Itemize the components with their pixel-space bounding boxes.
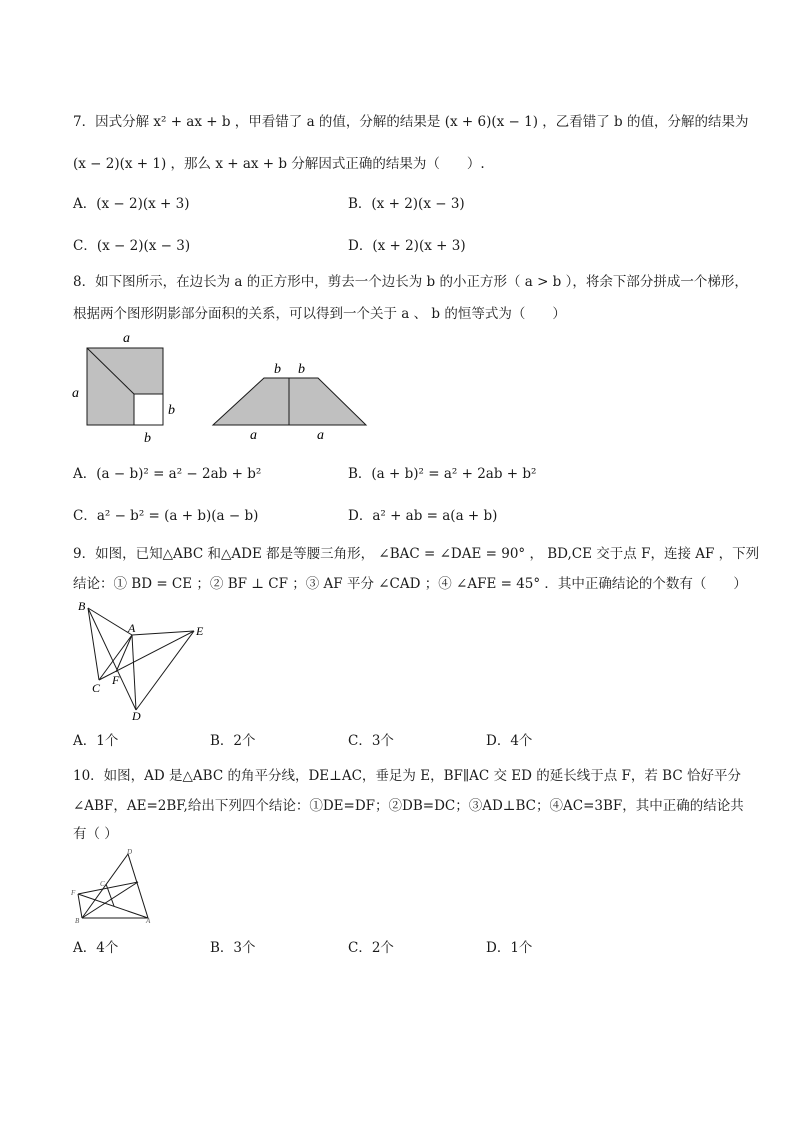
q10-option-a: A．4个 [73, 940, 119, 956]
svg-text:B: B [75, 917, 80, 925]
q9-label-c: C [92, 681, 101, 695]
svg-text:A: A [146, 917, 151, 925]
q8-label-b-top-right: b [298, 362, 305, 377]
q10-line3: 有（ ） [73, 826, 118, 842]
q9-option-b: B．2个 [210, 733, 256, 749]
q7-line1: 7．因式分解 x² + ax + b ，甲看错了 a 的值，分解的结果是 (x + 6)(x − 1) ，乙看错了 b 的值，分解的结果为 [73, 114, 749, 130]
q8-small-square [134, 394, 163, 425]
q9-line1: 9．如图，已知△ABC 和△ADE 都是等腰三角形， ∠BAC = ∠DAE = 90° ， BD,CE 交于点 F，连接 AF ，下列 [73, 546, 760, 562]
q7-option-a: A．(x − 2)(x + 3) [73, 196, 190, 212]
svg-text:C: C [100, 880, 105, 888]
q9-label-f: F [112, 673, 120, 687]
q9-label-e: E [196, 624, 204, 638]
q8-label-a-top: a [123, 331, 130, 346]
q9-line2: 结论：① BD = CE ；② BF ⊥ CF ；③ AF 平分 ∠CAD ；④ ∠AFE = 45° ．其中正确结论的个数有（ ） [73, 576, 747, 592]
q8-label-a-bottom-right: a [317, 428, 324, 443]
q10-option-b: B．3个 [210, 940, 256, 956]
q7-option-c: C．(x − 2)(x − 3) [73, 238, 191, 254]
q9-option-d: D．4个 [486, 733, 533, 749]
svg-text:F: F [71, 889, 76, 897]
q7-line2: (x − 2)(x + 1) ，那么 x + ax + b 分解因式正确的结果为（ ）. [73, 156, 485, 172]
q7-option-b: B．(x + 2)(x − 3) [348, 196, 465, 212]
q9-label-d: D [132, 709, 141, 723]
q8-figure [60, 326, 380, 446]
q9-label-b: B [78, 599, 86, 613]
q8-label-a-bottom-left: a [250, 428, 257, 443]
svg-text:D: D [127, 848, 133, 856]
q8-option-d: D．a² + ab = a(a + b) [348, 508, 498, 524]
q8-label-b-bottom: b [144, 431, 151, 446]
q10-figure [70, 846, 160, 924]
q8-line2: 根据两个图形阴影部分面积的关系，可以得到一个关于 a 、 b 的恒等式为（ ） [73, 306, 566, 322]
q10-line2: ∠ABF，AE=2BF,给出下列四个结论：①DE=DF；②DB=DC；③AD⊥BC；④AC=3BF，其中正确的结论共 [73, 798, 744, 814]
q10-option-d: D．1个 [486, 940, 533, 956]
q8-label-b-top-left: b [274, 362, 281, 377]
q9-option-c: C．3个 [348, 733, 394, 749]
q8-option-b: B．(a + b)² = a² + 2ab + b² [348, 466, 537, 482]
q8-label-a-left: a [72, 386, 79, 401]
q8-label-b-right: b [168, 403, 175, 418]
q9-figure [70, 598, 220, 723]
q8-option-c: C．a² − b² = (a + b)(a − b) [73, 508, 259, 524]
q8-line1: 8．如下图所示，在边长为 a 的正方形中，剪去一个边长为 b 的小正方形（ a > b ），将余下部分拼成一个梯形， [73, 274, 748, 290]
q9-option-a: A．1个 [73, 733, 119, 749]
q7-option-d: D．(x + 2)(x + 3) [348, 238, 466, 254]
q8-option-a: A．(a − b)² = a² − 2ab + b² [73, 466, 262, 482]
q9-label-a: A [128, 621, 136, 635]
q10-option-c: C．2个 [348, 940, 394, 956]
q10-line1: 10．如图，AD 是△ABC 的角平分线，DE⊥AC，垂足为 E，BF∥AC 交 ED 的延长线于点 F，若 BC 恰好平分 [73, 768, 741, 784]
